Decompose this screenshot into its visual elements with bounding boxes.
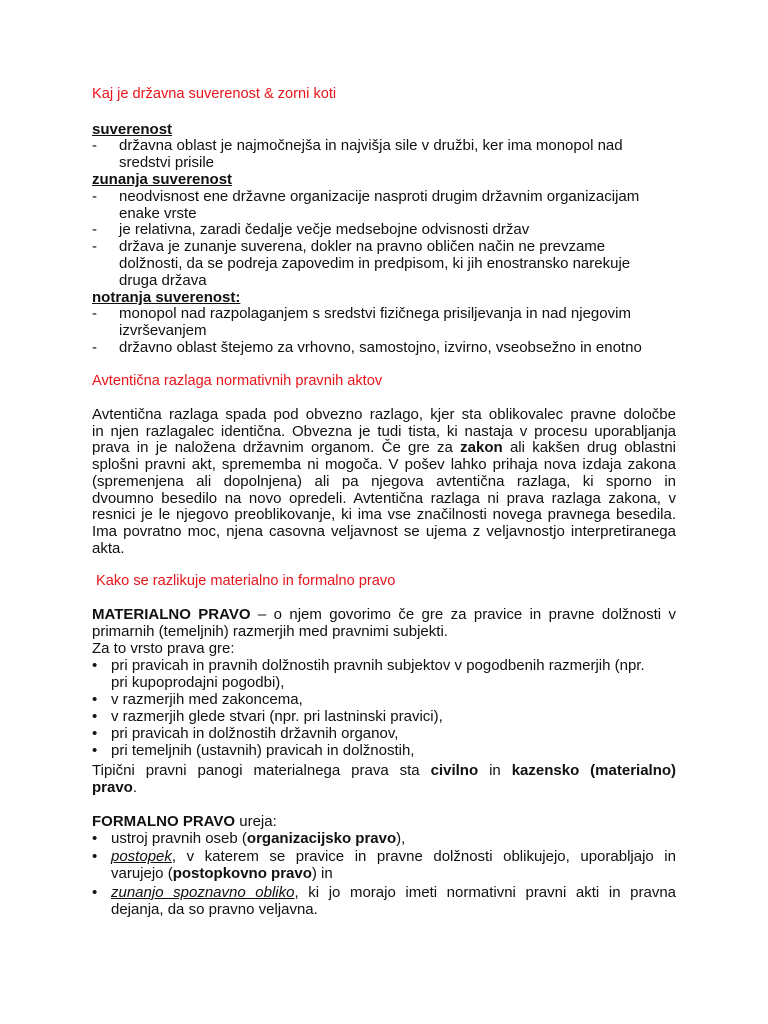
text-run: prava in je naložena državnim organom. Če gre za — [92, 439, 453, 456]
list-item — [111, 884, 676, 901]
text-line: Za to vrsto prava gre: — [92, 640, 235, 657]
bold-term-zakon: zakon — [460, 439, 503, 456]
heading-formalno-pravo: FORMALNO PRAVO — [92, 813, 236, 830]
text-line: primarnih (temeljnih) razmerjih med pravnimi subjekti. — [92, 623, 448, 640]
text-line: pri kupoprodajni pogodbi), — [111, 674, 285, 691]
text-line: druga država — [119, 272, 207, 289]
text-line: državna oblast je najmočnejša in najvišja sile v družbi, ker ima monopol nad — [119, 137, 623, 154]
bold-term-kazensko: kazensko (materialno) — [511, 762, 677, 779]
text-line: neodvisnost ene državne organizacije nasproti drugim državnim organizacijam — [119, 188, 640, 205]
dash-marker: - — [92, 137, 97, 154]
dash-marker: - — [92, 221, 97, 238]
text-run: ustroj pravnih oseb ( — [111, 830, 247, 847]
text-run: ali kakšen drug oblastni — [509, 439, 677, 456]
list-item: pri pravicah in pravnih dolžnostih pravnih subjektov v pogodbenih razmerjih (npr. — [111, 657, 645, 674]
paragraph-line: in njen razlagalec identična. Obvezna je tudi tista, ki nastaja v procesu uporabljanja — [92, 423, 676, 440]
paragraph-line — [92, 439, 676, 456]
paragraph-line: (spremenjena ali dopolnjena) ali pa njegova avtentična razlaga, ki sporno in — [92, 473, 676, 490]
paragraph-line: splošni pravni akt, sprememba ni mogoča. V pošev lahko prihaja nova izdaja zakona — [92, 456, 676, 473]
text-run: ureja: — [235, 813, 277, 830]
text-run: – o njem govorimo če gre za pravice in pravne dolžnosti v — [257, 606, 676, 623]
bullet-marker: • — [92, 848, 98, 865]
heading-notranja-suverenost: notranja suverenost: — [92, 289, 241, 306]
text-line: je relativna, zaradi čedalje večje medsebojne odvisnosti držav — [119, 221, 530, 238]
bold-term-organizacijsko-pravo: organizacijsko pravo — [246, 830, 397, 847]
text-run: ), — [396, 830, 406, 847]
text-line: sredstvi prisile — [119, 154, 215, 171]
list-item: v razmerjih glede stvari (npr. pri lastninski pravici), — [111, 708, 443, 725]
list-item — [111, 830, 405, 847]
heading-suverenost: suverenost — [92, 121, 173, 138]
bullet-marker: • — [92, 725, 98, 742]
bullet-marker: • — [92, 691, 98, 708]
text-run: varujejo ( — [111, 865, 173, 882]
list-item: v razmerjih med zakoncema, — [111, 691, 303, 708]
bullet-marker: • — [92, 742, 98, 759]
bullet-marker: • — [92, 884, 98, 901]
section-title-materialno-formalno: Kako se razlikuje materialno in formalno pravo — [96, 573, 396, 589]
bold-term-civilno: civilno — [430, 762, 479, 779]
paragraph-line: Avtentična razlaga spada pod obvezno razlago, kjer sta oblikovalec pravne določbe — [92, 406, 676, 423]
bullet-marker: • — [92, 657, 98, 674]
text-run: ) in — [311, 865, 333, 882]
dash-marker: - — [92, 188, 97, 205]
text-line: dejanja, da so pravno veljavna. — [111, 901, 318, 918]
paragraph-line: resnici je le njegovo preoblikovanje, ki ima vse značilnosti novega pravnega besedila. — [92, 506, 676, 523]
italic-term-postopek: postopek — [111, 848, 172, 865]
dash-marker: - — [92, 305, 97, 322]
bullet-marker: • — [92, 830, 98, 847]
text-line: izvrševanjem — [119, 322, 207, 339]
section-title-avtenticna-razlaga: Avtentična razlaga normativnih pravnih aktov — [92, 373, 383, 389]
text-line: država je zunanje suverena, dokler na pravno obličen način ne prevzame — [119, 238, 606, 255]
text-run: , ki jo morajo imeti normativni pravni akti in pravna — [294, 884, 677, 901]
text-line: dolžnosti, da se podreja zapovedim in predpisom, ki jih enostransko narekuje — [119, 255, 631, 272]
italic-term-zunanja-spoznavna-oblika: zunanjo spoznavno obliko — [111, 884, 295, 901]
bold-term-postopkovno-pravo: postopkovno pravo — [172, 865, 312, 882]
list-item — [111, 848, 676, 865]
text-run: , v katerem se pravice in pravne dolžnosti oblikujejo, uporabljajo in — [171, 848, 676, 865]
text-line: enake vrste — [119, 205, 197, 222]
list-item: pri pravicah in dolžnostih državnih organov, — [111, 725, 399, 742]
text-run: . — [132, 779, 138, 796]
text-line: monopol nad razpolaganjem s sredstvi fizičnega prisiljevanja in nad njegovim — [119, 305, 631, 322]
paragraph-line — [92, 606, 676, 623]
heading-materialno-pravo: MATERIALNO PRAVO — [92, 606, 251, 623]
text-line — [92, 779, 137, 796]
section-title-suverenost: Kaj je državna suverenost & zorni koti — [92, 86, 337, 102]
text-line — [92, 813, 277, 830]
paragraph-line: Ima povratno moc, njena casovna veljavnost se ujema z veljavnostjo interpretiranega — [92, 523, 676, 540]
dash-marker: - — [92, 238, 97, 255]
bold-term-pravo: pravo — [92, 779, 133, 796]
paragraph-line: dvoumno besedilo na novo opredeli. Avtentična razlaga ni prava razlaga zakona, v — [92, 490, 676, 507]
dash-marker: - — [92, 339, 97, 356]
heading-zunanja-suverenost: zunanja suverenost — [92, 171, 233, 188]
paragraph-line: akta. — [92, 540, 125, 557]
list-item: pri temeljnih (ustavnih) pravicah in dolžnostih, — [111, 742, 415, 759]
bullet-marker: • — [92, 708, 98, 725]
text-line: državno oblast štejemo za vrhovno, samostojno, izvirno, vseobsežno in enotno — [119, 339, 642, 356]
text-run: in — [489, 762, 501, 779]
text-run: Tipični pravni panogi materialnega prava sta — [92, 762, 420, 779]
paragraph-line — [92, 762, 676, 779]
text-line — [111, 865, 333, 882]
